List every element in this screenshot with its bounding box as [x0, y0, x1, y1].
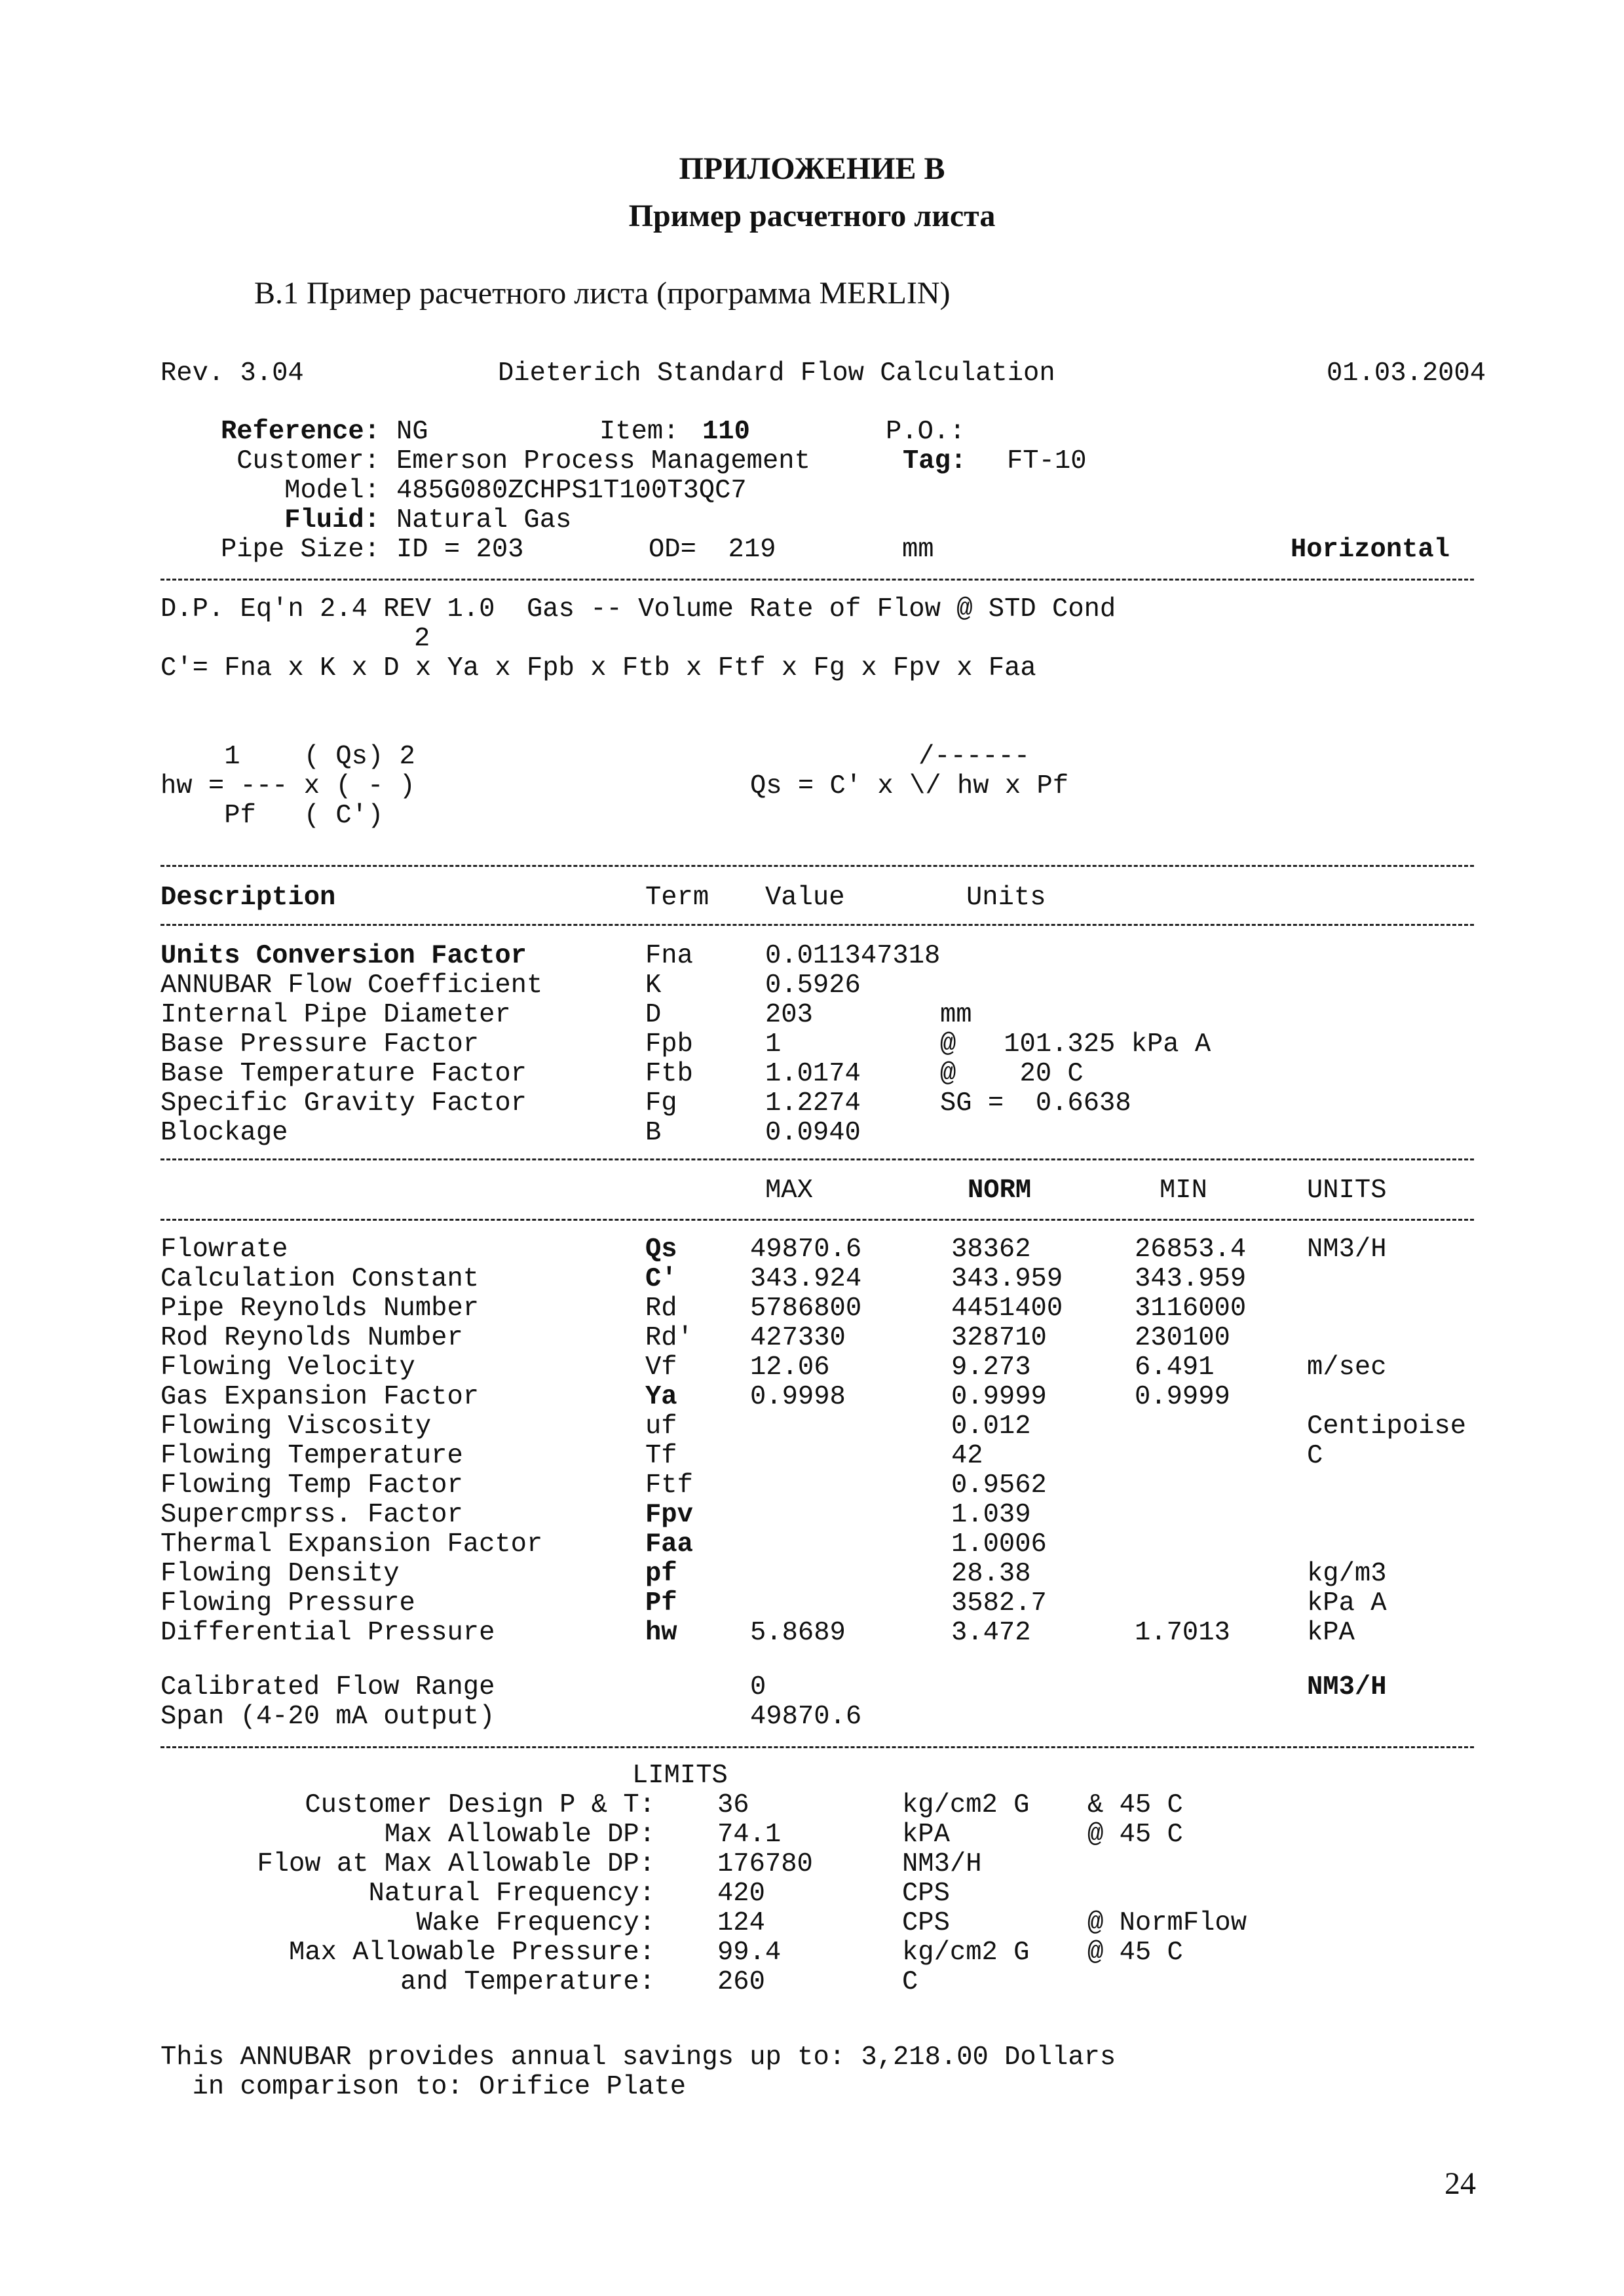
limit-label: Max Allowable Pressure: — [289, 1938, 655, 1968]
row-units: NM3/H — [1307, 1234, 1387, 1265]
limit-value: 124 — [717, 1908, 765, 1938]
table-row — [0, 1383, 1624, 1412]
row-term: Fpb — [645, 1029, 693, 1060]
pipe-orientation: Horizontal — [1291, 535, 1450, 565]
divider — [161, 865, 1474, 867]
row-term: uf — [645, 1411, 677, 1442]
model-value: 485G080ZCHPS1T100T3QC7 — [396, 476, 747, 506]
row-term: B — [645, 1118, 662, 1148]
fluid-value: Natural Gas — [396, 505, 572, 535]
row-value: 203 — [765, 1000, 813, 1030]
limit-label: Customer Design P & T: — [305, 1790, 655, 1820]
row-description: Base Pressure Factor — [161, 1029, 480, 1060]
table-row — [0, 1589, 1624, 1618]
row-term: Qs — [645, 1234, 677, 1265]
row-term: Rd — [645, 1293, 677, 1324]
row-norm: 0.012 — [951, 1411, 1031, 1442]
row-value: 1 — [765, 1029, 782, 1060]
row-min: 0.9999 — [1135, 1382, 1230, 1412]
row-min: 343.959 — [1135, 1264, 1247, 1294]
table-row — [0, 1030, 1624, 1060]
table-row — [0, 1412, 1624, 1442]
row-norm: 28.38 — [951, 1559, 1031, 1589]
divider — [161, 1158, 1474, 1160]
row-min: 1.7013 — [1135, 1618, 1230, 1648]
row-units: kg/m3 — [1307, 1559, 1387, 1589]
row-term: Tf — [645, 1441, 677, 1471]
limit-label: and Temperature: — [400, 1967, 655, 1997]
row-norm: 1.0006 — [951, 1529, 1047, 1559]
row-description: Calculation Constant — [161, 1264, 480, 1294]
model-label: Model: — [284, 476, 380, 506]
col-description: Description — [161, 883, 336, 913]
divider — [161, 924, 1474, 926]
row-units: C — [1307, 1441, 1323, 1471]
row-term: pf — [645, 1559, 677, 1589]
row-description: Flowing Velocity — [161, 1352, 415, 1383]
row-description: Differential Pressure — [161, 1618, 495, 1648]
table-row — [0, 1530, 1624, 1559]
limit-extra: @ 45 C — [1087, 1820, 1183, 1850]
row-max: 49870.6 — [750, 1234, 862, 1265]
row-term: Faa — [645, 1529, 693, 1559]
row-max: 427330 — [750, 1323, 846, 1353]
limit-extra: @ 45 C — [1087, 1938, 1183, 1968]
calibrated-range-unit: NM3/H — [1307, 1672, 1387, 1702]
row-units: @ 20 C — [940, 1059, 1084, 1089]
table-row — [0, 1618, 1624, 1648]
table-row — [0, 1089, 1624, 1119]
calibrated-range-label: Calibrated Flow Range — [161, 1672, 495, 1702]
row-norm: 0.9562 — [951, 1470, 1047, 1501]
row-norm: 3582.7 — [951, 1588, 1047, 1618]
row-max: 5.8689 — [750, 1618, 846, 1648]
row-units: SG = 0.6638 — [940, 1088, 1131, 1119]
limit-label: Natural Frequency: — [368, 1879, 655, 1909]
row-term: Fna — [645, 941, 693, 971]
table-row — [0, 1235, 1624, 1265]
table-row — [0, 971, 1624, 1001]
divider — [161, 1746, 1474, 1748]
row-term: Ya — [645, 1382, 677, 1412]
row-term: Vf — [645, 1352, 677, 1383]
col-term: Term — [645, 883, 709, 913]
limit-value: 99.4 — [717, 1938, 782, 1968]
row-max: 343.924 — [750, 1264, 862, 1294]
limit-label: Flow at Max Allowable DP: — [257, 1849, 655, 1879]
row-units: mm — [940, 1000, 972, 1030]
row-norm: 38362 — [951, 1234, 1031, 1265]
po-label: P.O.: — [886, 417, 966, 447]
row-value: 0.0940 — [765, 1118, 861, 1148]
row-max: 0.9998 — [750, 1382, 846, 1412]
comparison-line: in comparison to: Orifice Plate — [161, 2072, 687, 2102]
row-units: Centipoise — [1307, 1411, 1467, 1442]
row-value: 0.011347318 — [765, 941, 941, 971]
calibrated-range-value: 0 — [750, 1672, 766, 1702]
table-row — [0, 1501, 1624, 1530]
row-min: 230100 — [1135, 1323, 1230, 1353]
item-value: 110 — [702, 417, 750, 447]
row-description: Flowing Temperature — [161, 1441, 463, 1471]
row-description: Flowing Pressure — [161, 1588, 415, 1618]
program-title: Dieterich Standard Flow Calculation — [498, 358, 1055, 389]
appendix-title: ПРИЛОЖЕНИЕ В — [679, 151, 945, 186]
reference-label: Reference: — [220, 417, 380, 447]
row-norm: 1.039 — [951, 1500, 1031, 1530]
col-value: Value — [765, 883, 845, 913]
limit-label: Max Allowable DP: — [384, 1820, 655, 1850]
col-max: MAX — [765, 1176, 813, 1206]
page-number: 24 — [1445, 2166, 1476, 2201]
limit-extra: @ NormFlow — [1087, 1908, 1247, 1938]
limits-row — [0, 1791, 1624, 1820]
pipe-size-label: Pipe Size: — [220, 535, 380, 565]
calc-date: 01.03.2004 — [1327, 358, 1486, 389]
limit-label: Wake Frequency: — [416, 1908, 655, 1938]
appendix-subtitle: Пример расчетного листа — [628, 199, 996, 233]
table-row — [0, 1353, 1624, 1383]
row-value: 0.5926 — [765, 970, 861, 1001]
row-units: kPA — [1307, 1618, 1355, 1648]
item-label: Item: — [599, 417, 679, 447]
row-description: Units Conversion Factor — [161, 941, 527, 971]
row-norm: 0.9999 — [951, 1382, 1047, 1412]
table-row — [0, 1119, 1624, 1148]
dp-equation-line: D.P. Eq'n 2.4 REV 1.0 Gas -- Volume Rate of Flow @ STD Cond — [161, 594, 1116, 624]
row-description: ANNUBAR Flow Coefficient — [161, 970, 543, 1001]
row-description: Supercmprss. Factor — [161, 1500, 463, 1530]
table-row — [0, 1559, 1624, 1589]
limit-unit: C — [902, 1967, 918, 1997]
row-description: Blockage — [161, 1118, 288, 1148]
row-description: Gas Expansion Factor — [161, 1382, 480, 1412]
row-norm: 42 — [951, 1441, 983, 1471]
limit-unit: kg/cm2 G — [902, 1938, 1030, 1968]
col-min: MIN — [1160, 1176, 1207, 1206]
customer-label: Customer: — [236, 446, 380, 476]
reference-value: NG — [396, 417, 428, 447]
row-description: Base Temperature Factor — [161, 1059, 527, 1089]
table-row — [0, 1324, 1624, 1353]
divider — [161, 579, 1474, 581]
span-value: 49870.6 — [750, 1702, 862, 1732]
row-description: Flowing Temp Factor — [161, 1470, 463, 1501]
table-row — [0, 1442, 1624, 1471]
limits-row — [0, 1850, 1624, 1879]
row-max: 12.06 — [750, 1352, 830, 1383]
row-term: K — [645, 970, 662, 1001]
row-norm: 343.959 — [951, 1264, 1063, 1294]
limit-unit: kg/cm2 G — [902, 1790, 1030, 1820]
hw-equation-line1: 1 ( Qs) 2 — [161, 742, 415, 772]
row-units: kPa A — [1307, 1588, 1387, 1618]
limits-row — [0, 1820, 1624, 1850]
row-term: Rd' — [645, 1323, 693, 1353]
limit-value: 260 — [717, 1967, 765, 1997]
hw-equation-line3: Pf ( C') — [161, 801, 384, 831]
superscript-2: 2 — [414, 624, 430, 654]
row-description: Internal Pipe Diameter — [161, 1000, 511, 1030]
limit-extra: & 45 C — [1087, 1790, 1183, 1820]
limit-unit: NM3/H — [902, 1849, 982, 1879]
limit-value: 420 — [717, 1879, 765, 1909]
row-description: Flowing Density — [161, 1559, 400, 1589]
row-min: 6.491 — [1135, 1352, 1215, 1383]
row-term: Ftb — [645, 1059, 693, 1089]
row-term: Pf — [645, 1588, 677, 1618]
row-value: 1.0174 — [765, 1059, 861, 1089]
divider — [161, 1219, 1474, 1221]
table-row — [0, 1001, 1624, 1030]
c-prime-equation: C'= Fna x K x D x Ya x Fpb x Ftb x Ftf x Fg x Fpv x Faa — [161, 653, 1036, 683]
row-description: Pipe Reynolds Number — [161, 1293, 480, 1324]
row-description: Flowing Viscosity — [161, 1411, 432, 1442]
row-norm: 9.273 — [951, 1352, 1031, 1383]
hw-equation-line2: hw = --- x ( - ) — [161, 771, 415, 801]
pipe-unit: mm — [902, 535, 934, 565]
row-norm: 3.472 — [951, 1618, 1031, 1648]
revision-label: Rev. 3.04 — [161, 358, 304, 389]
qs-equation-line1: /------ — [918, 742, 1030, 772]
row-term: Ftf — [645, 1470, 693, 1501]
fluid-label: Fluid: — [284, 505, 380, 535]
limits-title: LIMITS — [632, 1761, 728, 1791]
limit-unit: CPS — [902, 1908, 950, 1938]
table-row — [0, 1265, 1624, 1294]
row-description: Specific Gravity Factor — [161, 1088, 527, 1119]
col-norm: NORM — [968, 1176, 1032, 1206]
qs-equation-line2: Qs = C' x \/ hw x Pf — [750, 771, 1069, 801]
col-units-upper: UNITS — [1307, 1176, 1387, 1206]
row-max: 5786800 — [750, 1293, 862, 1324]
limits-row — [0, 1938, 1624, 1968]
row-norm: 328710 — [951, 1323, 1047, 1353]
col-units: Units — [966, 883, 1046, 913]
row-value: 1.2274 — [765, 1088, 861, 1119]
limits-row — [0, 1909, 1624, 1938]
limit-value: 176780 — [717, 1849, 813, 1879]
span-label: Span (4-20 mA output) — [161, 1702, 495, 1732]
row-term: Fpv — [645, 1500, 693, 1530]
savings-line: This ANNUBAR provides annual savings up to: 3,218.00 Dollars — [161, 2042, 1116, 2073]
table-row — [0, 1294, 1624, 1324]
row-term: hw — [645, 1618, 677, 1648]
row-description: Rod Reynolds Number — [161, 1323, 463, 1353]
pipe-id: ID = 203 — [396, 535, 524, 565]
row-term: D — [645, 1000, 662, 1030]
row-term: C' — [645, 1264, 677, 1294]
section-heading: В.1 Пример расчетного листа (программа MERLIN) — [254, 276, 951, 311]
customer-value: Emerson Process Management — [396, 446, 810, 476]
limit-unit: kPA — [902, 1820, 950, 1850]
row-min: 3116000 — [1135, 1293, 1247, 1324]
limits-row — [0, 1879, 1624, 1909]
limits-row — [0, 1968, 1624, 1997]
pipe-od: OD= 219 — [649, 535, 776, 565]
limit-value: 74.1 — [717, 1820, 782, 1850]
table-row — [0, 1060, 1624, 1089]
table-row — [0, 942, 1624, 971]
limit-unit: CPS — [902, 1879, 950, 1909]
row-units: @ 101.325 kPa A — [940, 1029, 1211, 1060]
limit-value: 36 — [717, 1790, 749, 1820]
tag-value: FT-10 — [1007, 446, 1087, 476]
row-term: Fg — [645, 1088, 677, 1119]
row-min: 26853.4 — [1135, 1234, 1247, 1265]
table-row — [0, 1471, 1624, 1501]
row-units: m/sec — [1307, 1352, 1387, 1383]
row-description: Flowrate — [161, 1234, 288, 1265]
tag-label: Tag: — [903, 446, 967, 476]
row-description: Thermal Expansion Factor — [161, 1529, 543, 1559]
row-norm: 4451400 — [951, 1293, 1063, 1324]
